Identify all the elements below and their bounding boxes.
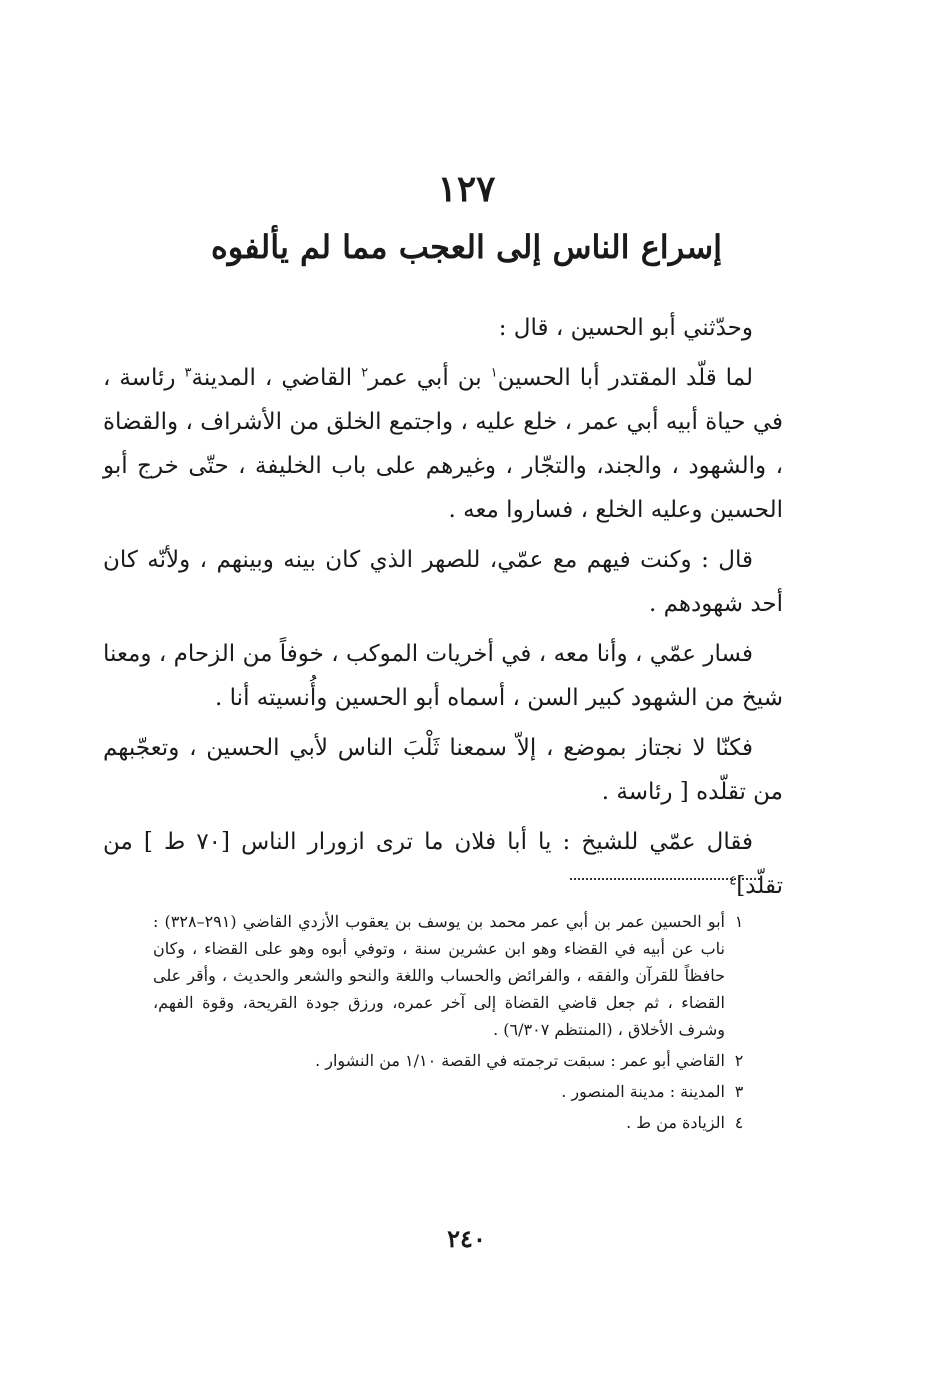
body-paragraph: فكنّا لا نجتاز بموضع ، إلاّ سمعنا ثَلْبَ الناس لأبي الحسين ، وتعجّبهم من تقلّده [ رئاسة . bbox=[103, 735, 783, 805]
body-paragraph: وحدّثني أبو الحسين ، قال : bbox=[498, 315, 753, 341]
footnote bbox=[153, 1047, 753, 1074]
footnote bbox=[153, 1109, 753, 1136]
text-run: بن أبي عمر bbox=[368, 365, 491, 391]
footnote-marker: ٣ bbox=[184, 365, 192, 381]
body-text bbox=[103, 306, 783, 914]
text-run: القاضي ، المدينة bbox=[191, 365, 362, 391]
footnote-number: ٤ bbox=[734, 1113, 744, 1132]
footnote-marker: ٢ bbox=[361, 365, 369, 381]
text-run: فقال عمّي للشيخ : يا أبا فلان ما ترى ازورار الناس [٧٠ ط ] من تقلّد] bbox=[103, 829, 783, 899]
footnote bbox=[153, 1078, 753, 1105]
footnote-text: القاضي أبو عمر : سبقت ترجمته في القصة ١/١٠ من النشوار . bbox=[315, 1051, 725, 1070]
footnote-text: الزيادة من ط . bbox=[626, 1113, 725, 1132]
body-paragraph bbox=[103, 820, 783, 908]
body-paragraph bbox=[103, 356, 783, 532]
text-run: لما قلّد المقتدر أبا الحسين bbox=[497, 365, 753, 391]
story-title: إسراع الناس إلى العجب مما لم يألفوه bbox=[210, 228, 723, 266]
page-number: ٢٤٠ bbox=[447, 1224, 486, 1253]
footnote-divider bbox=[570, 878, 760, 880]
story-number: ١٢٧ bbox=[437, 168, 496, 210]
footnote-text: المدينة : مدينة المنصور . bbox=[561, 1082, 725, 1101]
footnote-number: ٣ bbox=[734, 1082, 744, 1101]
footnote-number: ١ bbox=[734, 912, 744, 931]
footnotes bbox=[153, 908, 753, 1140]
footnote-marker: ١ bbox=[490, 365, 498, 381]
text-run: رئاسة ، في حياة أبيه أبي عمر ، خلع عليه ، واجتمع الخلق من الأشراف ، والقضاة ، والشهود ، والجند، والتجّار ، وغيرهم على باب الخليفة ، حتّى خرج أبو الحسين وعليه الخلع ، فساروا معه . bbox=[103, 365, 783, 523]
footnote-text: أبو الحسين عمر بن أبي عمر محمد بن يوسف بن يعقوب الأزدي القاضي (٢٩١–٣٢٨) : ناب عن أبيه في القضاء وهو ابن عشرين سنة ، وتوفي أبوه وهو على القضاء ، وكان حافظاً للقرآن والفقه ، والفرائض والحساب واللغة والنحو والشعر والحديث ، وأقر على القضاء ، ثم جعل قاضي القضاة إلى آخر عمره، ورزق جودة القريحة، وقوة الفهم، وشرف الأخلاق ، (المنتظم ٦/٣٠٧) . bbox=[153, 912, 726, 1039]
footnote-marker: ٤ bbox=[729, 873, 737, 889]
footnote bbox=[153, 908, 753, 1043]
body-paragraph: قال : وكنت فيهم مع عمّي، للصهر الذي كان بينه وبينهم ، ولأنّه كان أحد شهودهم . bbox=[103, 547, 783, 617]
body-paragraph: فسار عمّي ، وأنا معه ، في أخريات الموكب ، خوفاً من الزحام ، ومعنا شيخ من الشهود كبير السن ، أسماه أبو الحسين وأُنسيته أنا . bbox=[103, 641, 783, 711]
footnote-number: ٢ bbox=[734, 1051, 744, 1070]
